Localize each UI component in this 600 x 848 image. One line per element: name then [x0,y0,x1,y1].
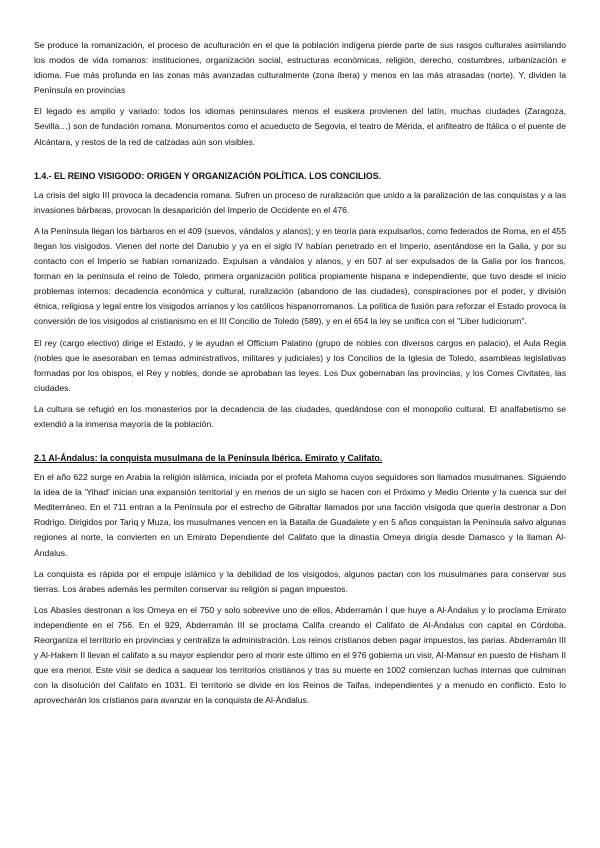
paragraph-crisis: La crisis del siglo III provoca la decadencia romana. Sufren un proceso de ruralización que unido a la paralización de las conquistas y a las invasiones bárbaras, provocan la desaparición del Imperio de Occidente en el 476. [34,189,566,215]
paragraph-rey: El rey (cargo electivo) dirige el Estado, y le ayudan el Officium Palatino (grupo de nobles con diversos cargos en palacio), el Aula Regia (nobles que le asesoraban en temas administrativos, militares y judiciales) y los Concilios de la Iglesia de Toledo, asambleas legislativas formadas por los obispos, el Rey y nobles, donde se aprobaban las leyes. Los Dux gobernaban las provincias, y los Comes Civitates, las ciudades. [34,337,566,393]
heading-al-andalus: 2.1 Al-Ándalus: la conquista musulmana de la Península Ibérica. Emirato y Califato. [34,453,383,464]
paragraph-romanizacion: Se produce la romanización, el proceso de aculturación en el que la población indígena pierde parte de sus rasgos culturales asimilando los modos de vida romanos: instituciones, organización social, estructuras económicas, religión, derecho, costumbres, urbanización e idioma. Fue más profunda en las zonas más avanzadas culturalmente (zona íbera) y menos en las más atrasadas (norte). Y, dividen la Península en provincias [34,40,566,96]
document-page [34,38,566,708]
heading-reino-visigodo: 1.4.- EL REINO VISIGODO: ORIGEN Y ORGANIZACIÓN POLÍTICA. LOS CONCILIOS. [34,170,382,181]
paragraph-islam: En el año 622 surge en Arabia la religión islámica, iniciada por el profeta Mahoma cuyos seguidores son llamados musulmanes. Siguiendo la idea de la 'Yihad' inician una expansión territorial y en menos de un siglo se hacen con el Próximo y Medio Oriente y la cuenca sur del Mediterráneo. En el 711 entran a la Península por el estrecho de Gibraltar llamados por una facción visigoda que quería destronar a Don Rodrigo. Dirigidos por Tariq y Muza, los musulmanes vencen en la Batalla de Guadalete y en 5 años conquistan la Península salvo algunas regiones al norte, la convierten en un Emirato Dependiente del Califato que la dinastía Omeya dirigía desde Damasco y la llaman Al-Ándalus. [34,472,566,558]
paragraph-legado: El legado es amplio y variado: todos los idiomas peninsulares menos el euskera provienen del latín, muchas ciudades (Zaragoza, Sevilla…) son de fundación romana. Monumentos como el acueducto de Segovia, el teatro de Mérida, el anfiteatro de Itálica o el puente de Alcántara, y restos de la red de calzadas aún son visibles. [34,106,566,147]
paragraph-barbaros: A la Península llegan los bárbaros en el 409 (suevos, vándalos y alanos); y en teoría para expulsarlos, como federados de Roma, en el 455 llegan los visigodos. Vienen del norte del Danubio y ya en el siglo IV habían penetrado en el Imperio, asentándose en la Galia, y por su contacto con el Imperio se habían romanizado. Expulsan a vándalos y alanos, y en 507 al ser expulsados de la Galia por los francos, forman en la península el reino de Toledo, primera organización política propiamente hispana e independiente, que tuvo desde el inicio problemas internos: decadencia económica y cultural, ruralización (abandono de las ciudades), conspiraciones por el poder, y división étnica, religiosa y legal entre los visigodos arrianos y los católicos hispanorromanos. La política de fusión para reforzar el Estado provoca la conversión de los visigodos al cristianismo en el III Concilio de Toledo (589), y en el 654 la ley se unifica con el "Liber Iudiciorum". [34,225,566,327]
paragraph-cultura: La cultura se refugió en los monasterios por la decadencia de las ciudades, quedándose con el monopolio cultural. El analfabetismo se extendió a la inmensa mayoría de la población. [34,403,566,429]
paragraph-abasies: Los Abasíes destronan a los Omeya en el 750 y solo sobrevive uno de ellos, Abderramán I que huye a Al-Ándalus y lo proclama Emirato independiente en el 756. En el 929, Abderramán III se proclama Califa creando el Califato de Al-Ándalus con capital en Córdoba. Reorganiza el territorio en provincias y centraliza la administración. Los reinos cristianos deben pagar impuestos, las parias. Abderramán III y Al-Hakem II llevan el califato a su mayor esplendor pero al morir este último en el 976 gobierna un visir, Al-Mansur en puesto de Hisham II que era menor. Este visir se dedica a saquear los territorios cristianos y tras su muerte en 1002 comienzan luchas internas que culminan con la disolución del Califato en 1031. El territorio se divide en los Reinos de Taifas, independientes y a menudo en conflicto. Esto lo aprovecharán los cristianos para avanzar en la conquista de Al-Ándalus. [34,604,566,706]
paragraph-conquista: La conquista es rápida por el empuje islámico y la debilidad de los visigodos, algunos pactan con los musulmanes para conservar sus tierras. Los árabes además les permiten conservar su religión si pagan impuestos. [34,568,566,594]
